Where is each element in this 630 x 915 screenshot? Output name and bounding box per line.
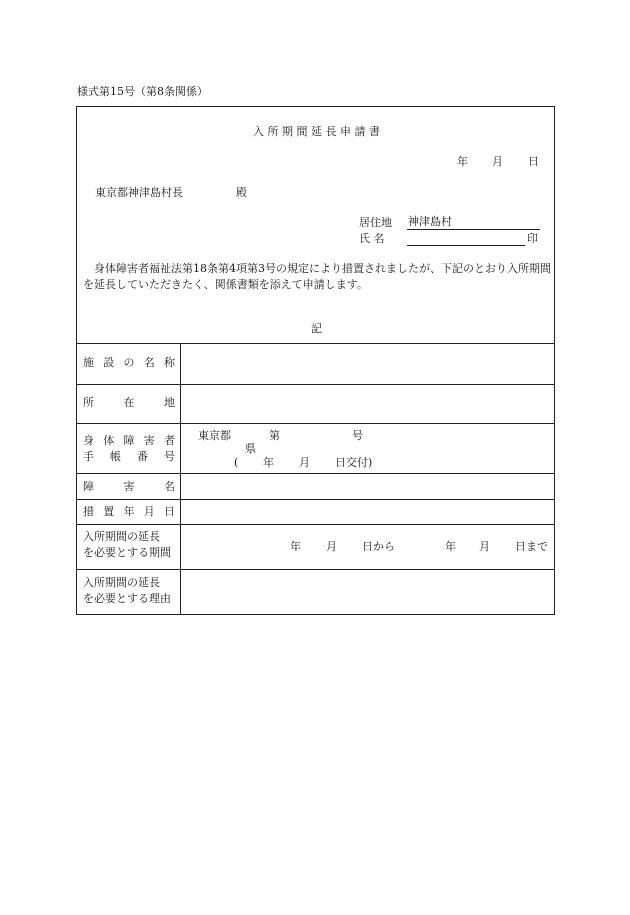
period-label-line2: を必要とする期間: [83, 546, 171, 559]
row-divider: [77, 423, 555, 424]
cert-year: 年: [263, 456, 274, 469]
period-year2: 年: [445, 540, 456, 553]
placement-date-field[interactable]: [181, 500, 555, 524]
address-label: 居住地: [359, 216, 392, 229]
row-divider: [77, 524, 555, 525]
date-month-label: 月: [492, 155, 503, 168]
addressee-name: 東京都神津島村長: [95, 186, 183, 199]
addressee-honorific: 殿: [236, 186, 247, 199]
period-month1: 月: [326, 540, 337, 553]
cert-tokyo: 東京都: [198, 429, 231, 442]
request-statement: 身体障害者福祉法第18条第4項第3号の規定により措置されましたが、下記のとおり入所期間を延長していただきたく、関係書類を添えて申請します。: [83, 262, 551, 291]
name-label: 氏 名: [359, 232, 385, 245]
application-form: [76, 106, 555, 615]
certificate-label-line2: 手 帳 番 号: [83, 450, 175, 463]
date-year-label: 年: [457, 155, 468, 168]
reason-label-line1: 入所期間の延長: [83, 576, 160, 589]
name-underline[interactable]: [407, 245, 525, 246]
period-year1: 年: [290, 540, 301, 553]
cert-month: 月: [299, 456, 310, 469]
address-value[interactable]: 神津島村: [408, 215, 452, 228]
reason-label-line2: を必要とする理由: [83, 592, 171, 605]
cert-dai: 第: [269, 429, 280, 442]
address-underline: [407, 229, 540, 230]
facility-name-label: 施 設 の 名 称: [83, 356, 175, 369]
cert-issued: 日交付): [335, 456, 373, 469]
disability-field[interactable]: [181, 474, 555, 499]
placement-date-label: 措 置 年 月 日: [83, 505, 175, 518]
location-field[interactable]: [181, 385, 555, 423]
form-number: 様式第15号（第8条関係）: [77, 85, 208, 98]
ki-heading: 記: [311, 322, 322, 335]
period-until: 日まで: [515, 540, 548, 553]
cert-go: 号: [352, 429, 363, 442]
disability-label: 障 害 名: [83, 480, 175, 493]
certificate-label-line1: 身 体 障 害 者: [83, 434, 175, 447]
cert-paren: (: [234, 456, 239, 469]
date-day-label: 日: [528, 155, 539, 168]
period-label-line1: 入所期間の延長: [83, 530, 160, 543]
cert-ken: 県: [245, 442, 256, 455]
seal-mark: 印: [527, 232, 538, 245]
reason-field[interactable]: [181, 570, 555, 615]
form-title: 入 所 期 間 延 長 申 請 書: [253, 125, 380, 138]
location-label: 所 在 地: [83, 396, 175, 409]
period-from: 日から: [362, 540, 395, 553]
facility-name-field[interactable]: [181, 344, 555, 384]
period-month2: 月: [479, 540, 490, 553]
